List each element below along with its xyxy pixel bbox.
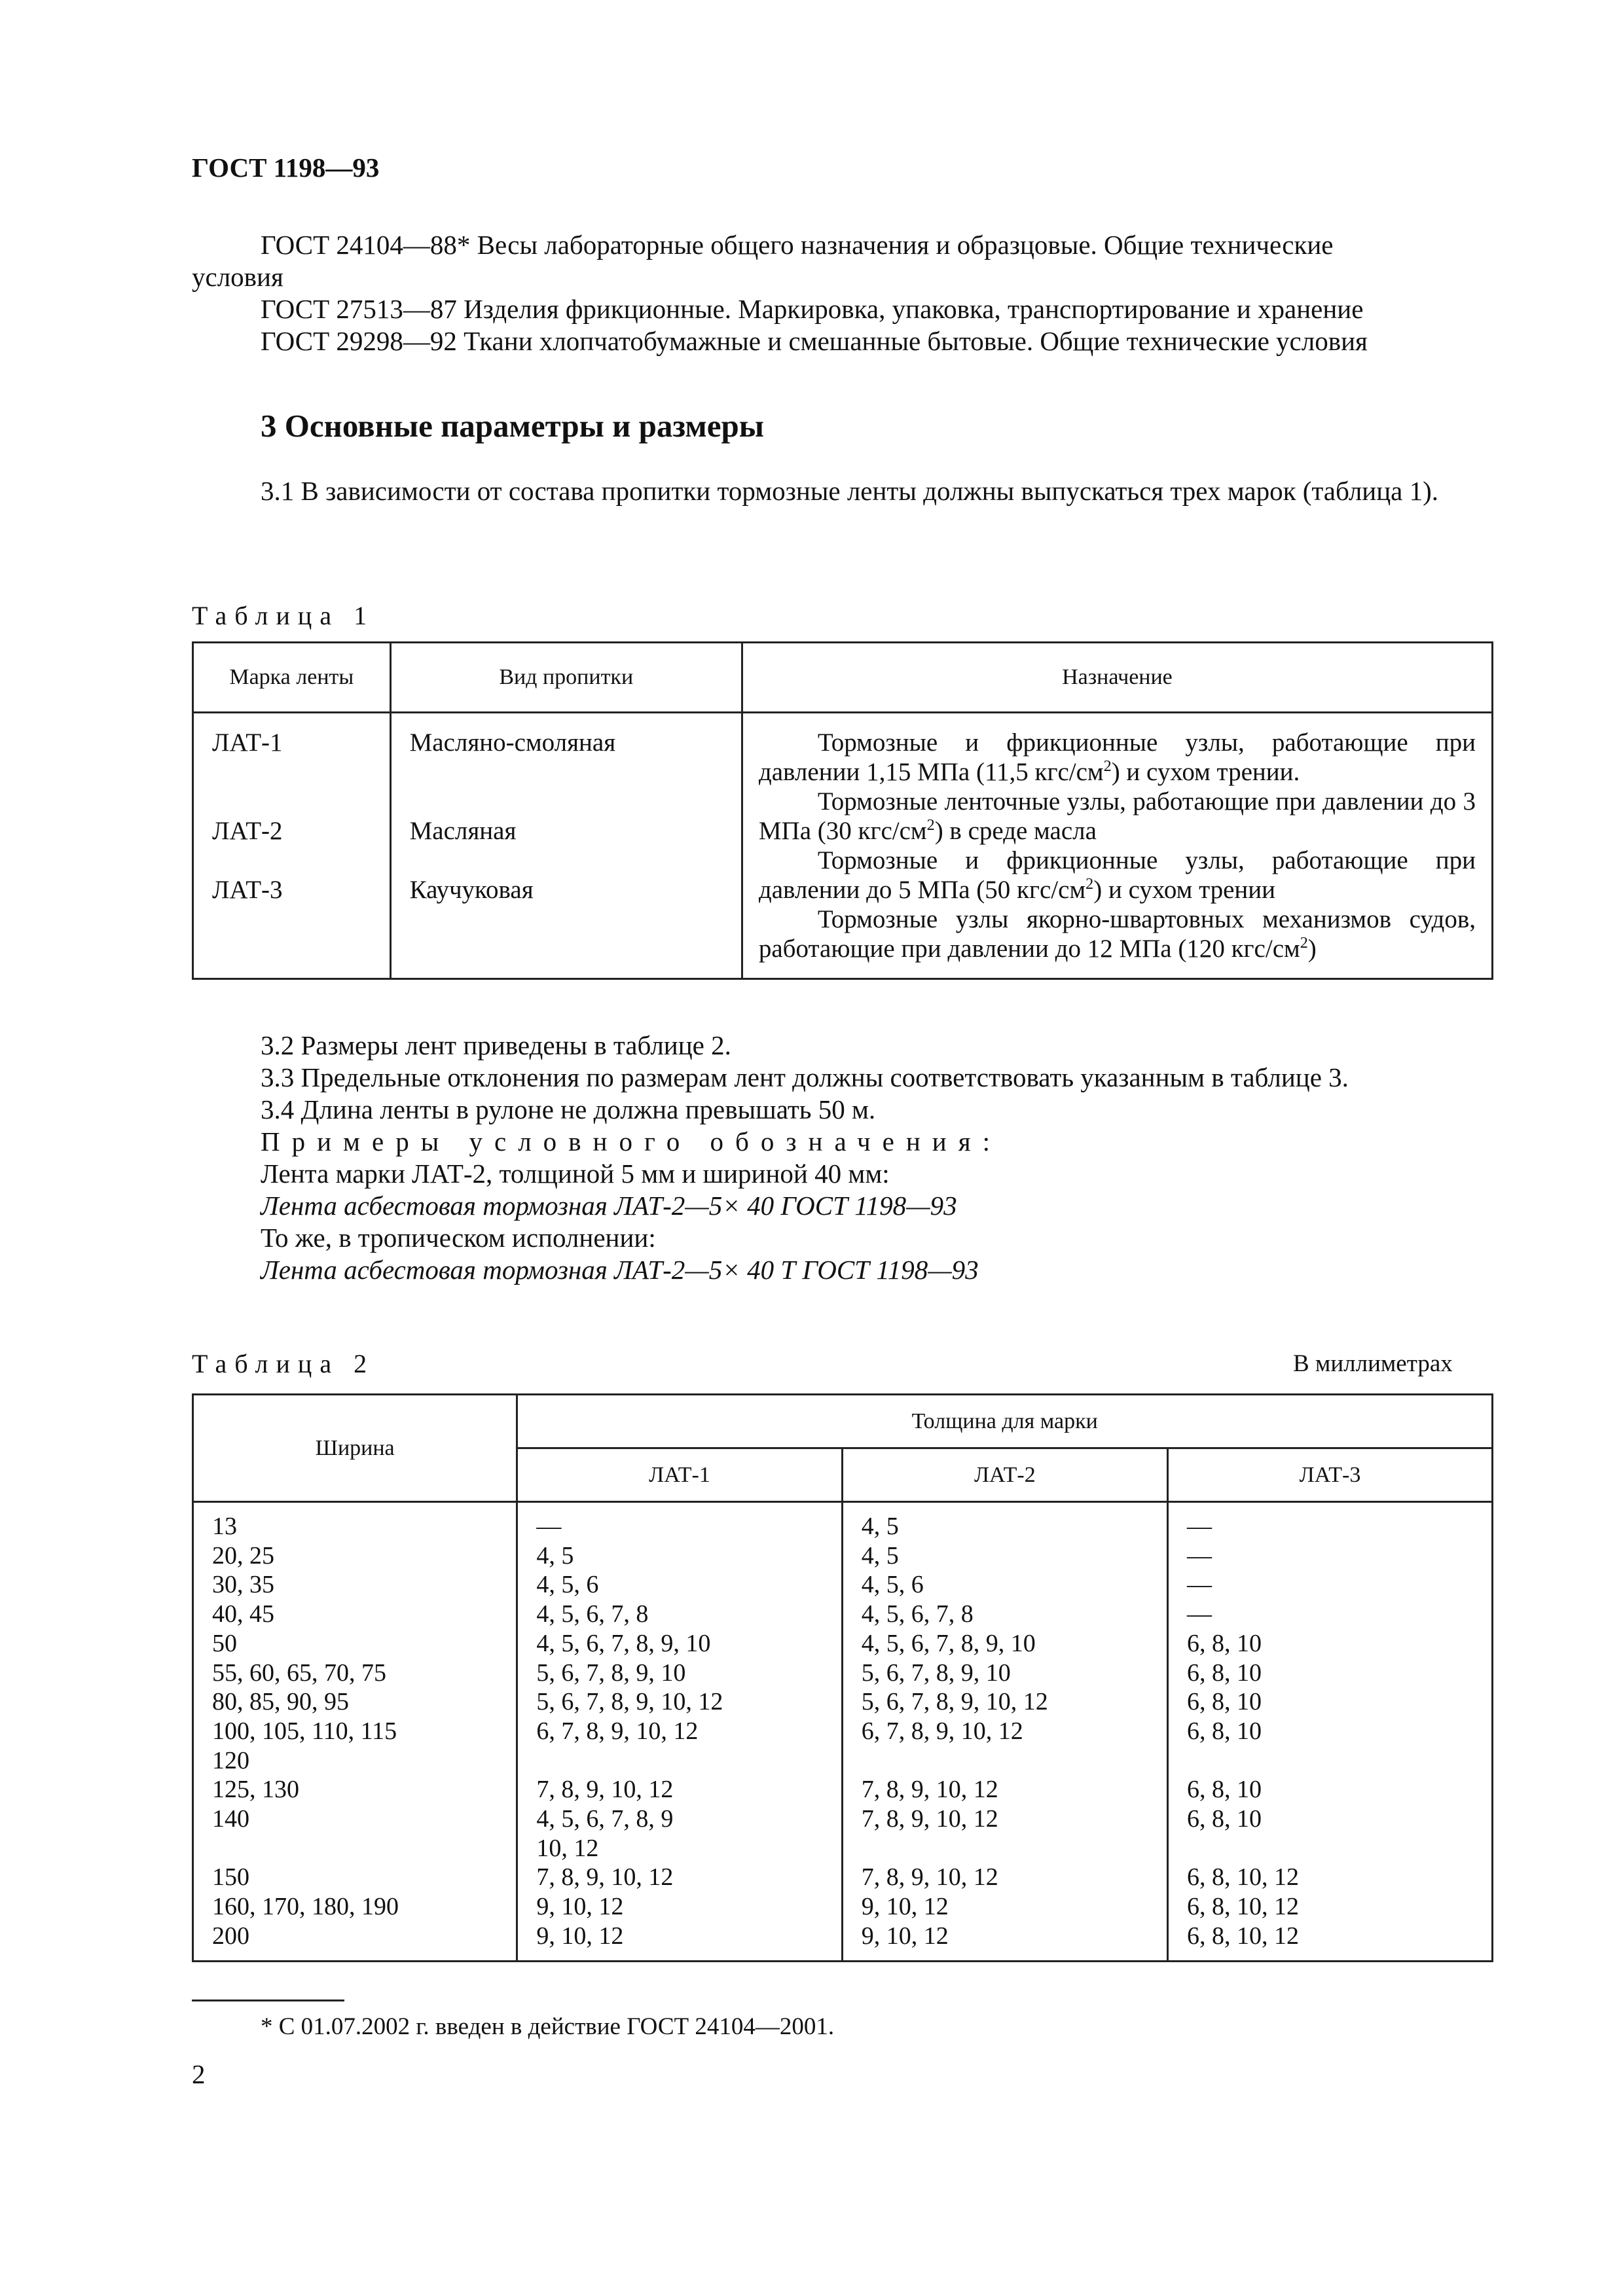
table2-header-width: Ширина — [193, 1395, 517, 1502]
page-number: 2 — [192, 2059, 206, 2089]
document-header: ГОСТ 1198—93 — [192, 152, 380, 183]
reference-line: ГОСТ 29298—92 Ткани хлопчатобумажные и смешанные бытовые. Общие технические условия — [261, 326, 1368, 356]
example-designation: Лента асбестовая тормозная ЛАТ-2—5× 40 ГОСТ 1198—93 — [261, 1191, 957, 1221]
table2-body — [193, 1502, 1493, 1962]
example-line: То же, в тропическом исполнении: — [261, 1223, 656, 1253]
table1-cell: Каучуковая — [409, 876, 534, 904]
table2-lat1-column: — 4, 5 4, 5, 6 4, 5, 6, 7, 8 4, 5, 6, 7, 8, 9, 10 5, 6, 7, 8, 9, 10 5, 6, 7, 8, 9, 10, 12 6, 7, 8, 9, 10, 12 7, 8, 9, 10, 12 4, 5, 6, 7, 8, 9 10, 12 7, 8, 9, 10, 12 9, 10, 12 9, 10, 12 — [517, 1502, 842, 1962]
examples-title: Примеры условного обозначения: — [261, 1126, 1002, 1157]
table1-purpose-text: Тормозные и фрикционные узлы, работающие при давлении 1,15 МПа (11,5 кгс/$см^2$) и сухом трении. — [758, 728, 1476, 786]
table1-purpose-text: Тормозные узлы якорно-швартовных механизмов судов, работающие при давлении до 12 МПа (120 кгс/$см^2$) — [758, 905, 1476, 963]
table1-cell: Масляно-смоляная — [409, 728, 616, 757]
normative-references — [192, 229, 1491, 357]
example-line: Лента марки ЛАТ-2, толщиной 5 мм и шириной 40 мм: — [261, 1158, 890, 1189]
table2 — [192, 1393, 1493, 1962]
paragraph-3-3: 3.3 Предельные отклонения по размерам лент должны соответствовать указанным в таблице 3. — [261, 1062, 1349, 1092]
table1-purpose-column — [742, 713, 1492, 979]
table1-impregnation-column — [390, 713, 742, 979]
reference-line: условия — [192, 262, 283, 292]
section-title: 3 Основные параметры и размеры — [261, 408, 764, 444]
table2-header-lat3: ЛАТ-3 — [1168, 1448, 1493, 1502]
footnote: * С 01.07.2002 г. введен в действие ГОСТ 24104—2001. — [261, 2013, 835, 2040]
paragraph-3-2: 3.2 Размеры лент приведены в таблице 2. — [261, 1030, 731, 1060]
table1-cell: ЛАТ-3 — [212, 876, 283, 904]
table2-header-row — [193, 1395, 1493, 1448]
paragraph-3-1: 3.1 В зависимости от состава пропитки тормозные ленты должны выпускаться трех марок (таблица 1). — [261, 476, 1439, 506]
table1 — [192, 641, 1493, 980]
table1-cell: ЛАТ-2 — [212, 817, 283, 845]
table2-lat3-column: — — — — 6, 8, 10 6, 8, 10 6, 8, 10 6, 8, 10 6, 8, 10 6, 8, 10 6, 8, 10, 12 6, 8, 10, 12 6, 8, 10, 12 — [1168, 1502, 1493, 1962]
table1-body — [193, 713, 1493, 979]
reference-line: ГОСТ 27513—87 Изделия фрикционные. Маркировка, упаковка, транспортирование и хранение — [261, 294, 1364, 324]
table1-grade-column — [193, 713, 391, 979]
table1-header-row — [193, 643, 1493, 713]
table2-header-thickness: Толщина для марки — [517, 1395, 1493, 1448]
table1-header-impregnation: Вид пропитки — [390, 643, 742, 713]
table1-purpose-text: Тормозные ленточные узлы, работающие при давлении до 3 МПа (30 кгс/$см^2$) в среде масла — [758, 787, 1476, 845]
footnote-separator — [192, 2000, 344, 2001]
table1-purpose-text: Тормозные и фрикционные узлы, работающие при давлении до 5 МПа (50 кгс/$см^2$) и сухом трении — [758, 846, 1476, 904]
table2-width-column: 13 20, 25 30, 35 40, 45 50 55, 60, 65, 70, 75 80, 85, 90, 95 100, 105, 110, 115 120 125, 130 140 150 160, 170, 180, 190 200 — [193, 1502, 517, 1962]
reference-line: ГОСТ 24104—88* Весы лабораторные общего назначения и образцовые. Общие технические — [261, 230, 1334, 260]
paragraph-3-4: 3.4 Длина ленты в рулоне не должна превышать 50 м. — [261, 1094, 876, 1124]
paragraphs-block — [261, 1030, 1349, 1286]
table1-caption: Таблица 1 — [192, 601, 375, 630]
table1-cell: Масляная — [409, 817, 517, 845]
example-designation: Лента асбестовая тормозная ЛАТ-2—5× 40 Т ГОСТ 1198—93 — [261, 1255, 979, 1285]
table2-units: В миллиметрах — [1293, 1350, 1453, 1377]
table2-caption: Таблица 2 — [192, 1349, 375, 1378]
table2-header-lat1: ЛАТ-1 — [517, 1448, 842, 1502]
table2-header-lat2: ЛАТ-2 — [842, 1448, 1167, 1502]
table1-header-grade: Марка ленты — [193, 643, 391, 713]
table1-cell: ЛАТ-1 — [212, 728, 283, 757]
table1-header-purpose: Назначение — [742, 643, 1492, 713]
table2-lat2-column: 4, 5 4, 5 4, 5, 6 4, 5, 6, 7, 8 4, 5, 6, 7, 8, 9, 10 5, 6, 7, 8, 9, 10 5, 6, 7, 8, 9, 10, 12 6, 7, 8, 9, 10, 12 7, 8, 9, 10, 12 7, 8, 9, 10, 12 7, 8, 9, 10, 12 9, 10, 12 9, 10, 12 — [842, 1502, 1167, 1962]
